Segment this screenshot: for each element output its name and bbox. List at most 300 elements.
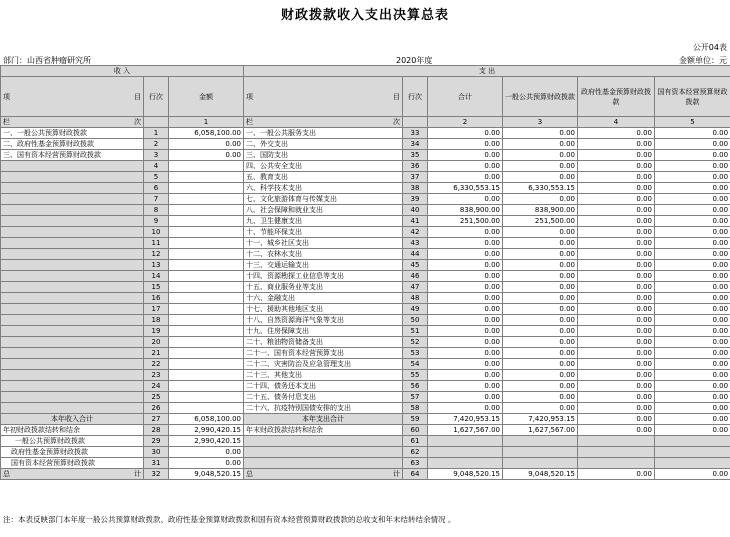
- gov-fund-cell: 0.00: [578, 370, 655, 381]
- general-public-cell: 0.00: [503, 304, 578, 315]
- income-item-header: [1, 77, 144, 117]
- blank-cell: [244, 447, 403, 458]
- expense-total-gp-cell: 7,420,953.15: [503, 414, 578, 425]
- expense-item-cell: 九、卫生健康支出: [244, 216, 403, 227]
- col-label-right: 次: [134, 117, 141, 126]
- income-row-no-cell: 14: [144, 271, 169, 282]
- footnote: 注：本表反映部门本年度一般公共预算财政拨款、政府性基金预算财政拨款和国有资本经营预算财政拨款的总收支和年末结转结余情况 。: [3, 515, 456, 524]
- income-row-no-cell: 15: [144, 282, 169, 293]
- unit-label: 金额单位：元: [679, 56, 727, 65]
- table-row: [1, 161, 730, 172]
- general-public-cell: 0.00: [503, 392, 578, 403]
- expense-row-no-cell: 35: [403, 150, 428, 161]
- general-public-cell: 0.00: [503, 194, 578, 205]
- table-row: [1, 282, 730, 293]
- income-row-no-cell: 16: [144, 293, 169, 304]
- expense-row-no-cell: 37: [403, 172, 428, 183]
- expense-row-no-cell: 56: [403, 381, 428, 392]
- gov-fund-cell: 0.00: [578, 315, 655, 326]
- gov-fund-cell: 0.00: [578, 304, 655, 315]
- gov-fund-cell: 0.00: [578, 205, 655, 216]
- table-row: [1, 381, 730, 392]
- income-row-no-cell: 23: [144, 370, 169, 381]
- state-capital-cell: 0.00: [655, 249, 730, 260]
- income-amount-cell: [169, 403, 244, 414]
- expense-item-cell: 一、一般公共服务支出: [244, 128, 403, 139]
- state-capital-cell: 0.00: [655, 271, 730, 282]
- report-meta: [0, 55, 730, 65]
- column-number-row: [1, 117, 730, 128]
- gov-fund-cell: 0.00: [578, 293, 655, 304]
- gov-fund-cell: 0.00: [578, 139, 655, 150]
- income-amount-cell: [169, 282, 244, 293]
- grand-total-label-right: 计: [134, 469, 141, 478]
- income-item-cell: [1, 249, 144, 260]
- state-capital-header: 国有资本经营预算财政拨款: [655, 77, 730, 117]
- table-row: [1, 194, 730, 205]
- expense-item-cell: 八、社会保障和就业支出: [244, 205, 403, 216]
- general-public-cell: 251,500.00: [503, 216, 578, 227]
- expense-item-cell: 十七、援助其他地区支出: [244, 304, 403, 315]
- table-row: [1, 315, 730, 326]
- income-row-no-cell: 7: [144, 194, 169, 205]
- grand-total-label-left: 总: [3, 469, 10, 478]
- table-row: [1, 337, 730, 348]
- income-amount-cell: [169, 238, 244, 249]
- gov-fund-cell: 0.00: [578, 392, 655, 403]
- expense-row-no-cell: 44: [403, 249, 428, 260]
- grand-total-income-row-no: 32: [144, 469, 169, 480]
- grand-total-gp-cell: 9,048,520.15: [503, 469, 578, 480]
- carry-out-total-cell: 1,627,567.00: [428, 425, 503, 436]
- gov-fund-cell: 0.00: [578, 150, 655, 161]
- income-item-cell: [1, 271, 144, 282]
- state-capital-cell: 0.00: [655, 161, 730, 172]
- state-capital-cell: 0.00: [655, 194, 730, 205]
- expense-total-sc-cell: 0.00: [655, 414, 730, 425]
- item-header-right: 目: [393, 92, 400, 101]
- income-row-no-cell: 26: [144, 403, 169, 414]
- report-table-body: [1, 66, 730, 480]
- state-capital-cell: 0.00: [655, 381, 730, 392]
- income-amount-cell: 0.00: [169, 139, 244, 150]
- gov-fund-header: 政府性基金预算财政拨款: [578, 77, 655, 117]
- carry-out-gf-cell: 0.00: [578, 425, 655, 436]
- total-cell: 0.00: [428, 194, 503, 205]
- expense-item-cell: 十三、交通运输支出: [244, 260, 403, 271]
- income-row-no-cell: 19: [144, 326, 169, 337]
- blank-cell: [503, 458, 578, 469]
- expense-item-cell: 十六、金融支出: [244, 293, 403, 304]
- blank-cell: [428, 458, 503, 469]
- summary-row: [1, 469, 730, 480]
- expense-row-no-cell: 58: [403, 403, 428, 414]
- expense-item-cell: 二十六、抗疫特别国债安排的支出: [244, 403, 403, 414]
- summary-row: [1, 414, 730, 425]
- total-cell: 838,900.00: [428, 205, 503, 216]
- income-item-cell: [1, 293, 144, 304]
- income-row-no-cell: 21: [144, 348, 169, 359]
- income-item-cell: [1, 315, 144, 326]
- general-public-cell: 0.00: [503, 139, 578, 150]
- general-public-cell: 6,330,553.15: [503, 183, 578, 194]
- table-row: [1, 260, 730, 271]
- expense-row-no-cell: 42: [403, 227, 428, 238]
- income-row-no-cell: 20: [144, 337, 169, 348]
- income-group-header: 收 入: [1, 66, 244, 77]
- income-amount-cell: [169, 370, 244, 381]
- gov-fund-cell: 0.00: [578, 128, 655, 139]
- expense-item-cell: 十四、资源勘探工业信息等支出: [244, 271, 403, 282]
- income-total-row-no: 27: [144, 414, 169, 425]
- total-cell: 6,330,553.15: [428, 183, 503, 194]
- income-item-cell: [1, 348, 144, 359]
- income-amount-cell: [169, 161, 244, 172]
- state-capital-cell: 0.00: [655, 337, 730, 348]
- department-label: 部门：山西省肿瘤研究所: [3, 56, 91, 65]
- income-row-no-cell: 5: [144, 172, 169, 183]
- state-capital-cell: 0.00: [655, 348, 730, 359]
- income-row-no-cell: 18: [144, 315, 169, 326]
- income-item-cell: [1, 227, 144, 238]
- income-total-label: 本年收入合计: [1, 414, 144, 425]
- income-item-cell: [1, 359, 144, 370]
- income-item-cell: 一、一般公共预算财政拨款: [1, 128, 144, 139]
- gov-fund-cell: 0.00: [578, 348, 655, 359]
- grand-total-label-left: 总: [246, 469, 253, 478]
- blank-cell: [244, 458, 403, 469]
- income-item-cell: [1, 194, 144, 205]
- blank-cell: [428, 447, 503, 458]
- total-header: 合计: [428, 77, 503, 117]
- general-public-cell: 0.00: [503, 238, 578, 249]
- expense-row-no-cell: 46: [403, 271, 428, 282]
- expense-row-no-cell: 50: [403, 315, 428, 326]
- income-amount-cell: [169, 392, 244, 403]
- table-row: [1, 271, 730, 282]
- income-row-no-cell: 9: [144, 216, 169, 227]
- blank-cell: [578, 458, 655, 469]
- table-row: [1, 227, 730, 238]
- income-amount-cell: [169, 315, 244, 326]
- general-public-cell: 0.00: [503, 172, 578, 183]
- expense-row-no-cell: 47: [403, 282, 428, 293]
- report-title: 财政拨款收入支出决算总表: [280, 8, 449, 23]
- expense-item-cell: 七、文化旅游体育与传媒支出: [244, 194, 403, 205]
- state-capital-cell: 0.00: [655, 238, 730, 249]
- general-public-cell: 0.00: [503, 293, 578, 304]
- table-row: [1, 359, 730, 370]
- income-item-cell: [1, 260, 144, 271]
- table-row: [1, 238, 730, 249]
- expense-item-cell: 二十五、债务付息支出: [244, 392, 403, 403]
- form-code: 公开04表: [692, 43, 727, 52]
- grand-total-cell: 9,048,520.15: [428, 469, 503, 480]
- col-number-2: 2: [428, 117, 503, 128]
- table-row: [1, 403, 730, 414]
- gov-fund-cell: 0.00: [578, 172, 655, 183]
- general-public-cell: 0.00: [503, 326, 578, 337]
- expense-row-no-cell: 33: [403, 128, 428, 139]
- grand-total-gf-cell: 0.00: [578, 469, 655, 480]
- item-header-right: 目: [134, 92, 141, 101]
- expense-row-no-cell: 51: [403, 326, 428, 337]
- col-label-right: 次: [393, 117, 400, 126]
- total-cell: 0.00: [428, 238, 503, 249]
- header-title-row: [1, 77, 730, 117]
- gov-fund-cell: 0.00: [578, 227, 655, 238]
- gov-fund-cell: 0.00: [578, 216, 655, 227]
- general-public-cell: 0.00: [503, 161, 578, 172]
- blank-cell: [428, 436, 503, 447]
- income-row-no-cell: 2: [144, 139, 169, 150]
- expense-row-no-cell: 54: [403, 359, 428, 370]
- state-capital-cell: 0.00: [655, 139, 730, 150]
- grand-total-income-amount: 9,048,520.15: [169, 469, 244, 480]
- gov-fund-cell: 0.00: [578, 183, 655, 194]
- expense-item-cell: 四、公共安全支出: [244, 161, 403, 172]
- state-capital-cell: 0.00: [655, 282, 730, 293]
- gov-fund-cell: 0.00: [578, 194, 655, 205]
- gov-fund-carry-label: 政府性基金预算财政拨款: [1, 447, 144, 458]
- income-amount-cell: [169, 381, 244, 392]
- table-row: [1, 150, 730, 161]
- income-amount-header: 金额: [169, 77, 244, 117]
- grand-total-expense-row-no: 64: [403, 469, 428, 480]
- income-item-cell: [1, 183, 144, 194]
- income-amount-cell: [169, 293, 244, 304]
- income-item-cell: 二、政府性基金预算财政拨款: [1, 139, 144, 150]
- income-row-no-header: 行次: [144, 77, 169, 117]
- total-cell: 0.00: [428, 161, 503, 172]
- income-amount-cell: [169, 337, 244, 348]
- income-amount-cell: [169, 249, 244, 260]
- gov-fund-cell: 0.00: [578, 271, 655, 282]
- gov-fund-cell: 0.00: [578, 161, 655, 172]
- col-label-left: 栏: [246, 117, 253, 126]
- general-public-cell: 0.00: [503, 282, 578, 293]
- general-public-cell: 0.00: [503, 315, 578, 326]
- table-row: [1, 249, 730, 260]
- gov-fund-cell: 0.00: [578, 282, 655, 293]
- income-amount-cell: [169, 304, 244, 315]
- state-capital-cell: 0.00: [655, 293, 730, 304]
- income-row-no-cell: 25: [144, 392, 169, 403]
- expense-row-no-cell: 55: [403, 370, 428, 381]
- table-row: [1, 304, 730, 315]
- state-capital-cell: 0.00: [655, 315, 730, 326]
- income-row-no-cell: 11: [144, 238, 169, 249]
- total-cell: 0.00: [428, 282, 503, 293]
- carry-in-label: 年初财政拨款结转和结余: [1, 425, 144, 436]
- income-item-cell: [1, 392, 144, 403]
- general-public-header: 一般公共预算财政拨款: [503, 77, 578, 117]
- income-row-no-cell: 22: [144, 359, 169, 370]
- general-public-cell: 0.00: [503, 150, 578, 161]
- income-amount-cell: 0.00: [169, 150, 244, 161]
- gov-fund-carry-amount: 0.00: [169, 447, 244, 458]
- income-item-cell: [1, 337, 144, 348]
- expense-item-header: [244, 77, 403, 117]
- general-public-cell: 0.00: [503, 128, 578, 139]
- state-capital-cell: 0.00: [655, 304, 730, 315]
- total-cell: 0.00: [428, 315, 503, 326]
- state-capital-cell: 0.00: [655, 183, 730, 194]
- item-header-left: 项: [246, 92, 253, 101]
- expense-row-no-cell: 53: [403, 348, 428, 359]
- table-row: [1, 293, 730, 304]
- table-row: [1, 128, 730, 139]
- expense-row-no-cell: 34: [403, 139, 428, 150]
- income-amount-cell: [169, 194, 244, 205]
- total-cell: 0.00: [428, 381, 503, 392]
- total-cell: 0.00: [428, 403, 503, 414]
- table-row: [1, 172, 730, 183]
- table-row: [1, 348, 730, 359]
- carry-out-label: 年末财政拨款结转和结余: [244, 425, 403, 436]
- state-capital-cell: 0.00: [655, 150, 730, 161]
- income-amount-cell: [169, 172, 244, 183]
- summary-row: [1, 458, 730, 469]
- expense-item-cell: 十二、农林水支出: [244, 249, 403, 260]
- col-label-income: [1, 117, 144, 128]
- gov-fund-cell: 0.00: [578, 381, 655, 392]
- total-cell: 0.00: [428, 337, 503, 348]
- income-row-no-cell: 8: [144, 205, 169, 216]
- expense-row-no-cell: 40: [403, 205, 428, 216]
- general-public-cell: 0.00: [503, 271, 578, 282]
- col-label-blank: [144, 117, 169, 128]
- income-row-no-cell: 17: [144, 304, 169, 315]
- blank-cell: [244, 436, 403, 447]
- income-item-cell: [1, 403, 144, 414]
- income-item-cell: [1, 172, 144, 183]
- state-capital-cell: 0.00: [655, 227, 730, 238]
- income-item-cell: [1, 238, 144, 249]
- expense-row-no-header: 行次: [403, 77, 428, 117]
- blank-cell: [655, 436, 730, 447]
- col-number-3: 3: [503, 117, 578, 128]
- expense-item-cell: 二十一、国有资本经营预算支出: [244, 348, 403, 359]
- total-cell: 0.00: [428, 304, 503, 315]
- table-row: [1, 139, 730, 150]
- general-public-cell: 0.00: [503, 403, 578, 414]
- total-cell: 0.00: [428, 150, 503, 161]
- total-cell: 0.00: [428, 348, 503, 359]
- state-capital-cell: 0.00: [655, 260, 730, 271]
- income-item-cell: 三、国有资本经营预算财政拨款: [1, 150, 144, 161]
- col-number-5: 5: [655, 117, 730, 128]
- total-cell: 0.00: [428, 227, 503, 238]
- gov-fund-cell: 0.00: [578, 238, 655, 249]
- expense-total-row-no: 59: [403, 414, 428, 425]
- state-capital-cell: 0.00: [655, 172, 730, 183]
- state-capital-cell: 0.00: [655, 205, 730, 216]
- table-row: [1, 326, 730, 337]
- expense-item-cell: 二十二、灾害防治及应急管理支出: [244, 359, 403, 370]
- expense-item-cell: 二十、粮油物资储备支出: [244, 337, 403, 348]
- income-row-no-cell: 13: [144, 260, 169, 271]
- gov-fund-cell: 0.00: [578, 359, 655, 370]
- gov-fund-cell: 0.00: [578, 326, 655, 337]
- expense-row-no-cell: 39: [403, 194, 428, 205]
- income-amount-cell: [169, 227, 244, 238]
- general-public-cell: 0.00: [503, 260, 578, 271]
- carry-in-row-no: 28: [144, 425, 169, 436]
- col-label-expense: [244, 117, 403, 128]
- expense-item-cell: 二、外交支出: [244, 139, 403, 150]
- carry-in-amount: 2,990,420.15: [169, 425, 244, 436]
- expense-row-no-cell: 57: [403, 392, 428, 403]
- total-cell: 0.00: [428, 249, 503, 260]
- gov-fund-cell: 0.00: [578, 403, 655, 414]
- general-public-cell: 0.00: [503, 381, 578, 392]
- income-amount-cell: [169, 216, 244, 227]
- state-capital-carry-row-no: 31: [144, 458, 169, 469]
- total-cell: 0.00: [428, 359, 503, 370]
- total-cell: 0.00: [428, 392, 503, 403]
- expense-total-label: 本年支出合计: [244, 414, 403, 425]
- income-row-no-cell: 24: [144, 381, 169, 392]
- income-amount-cell: [169, 271, 244, 282]
- income-item-cell: [1, 161, 144, 172]
- general-public-cell: 0.00: [503, 249, 578, 260]
- gov-fund-carry-row-no: 30: [144, 447, 169, 458]
- table-row: [1, 392, 730, 403]
- total-cell: 251,500.00: [428, 216, 503, 227]
- grand-total-income-label: [1, 469, 144, 480]
- carry-out-sc-cell: 0.00: [655, 425, 730, 436]
- state-capital-carry-label: 国有资本经营预算财政拨款: [1, 458, 144, 469]
- summary-row: [1, 425, 730, 436]
- expense-row-no-cell: 52: [403, 337, 428, 348]
- income-amount-cell: [169, 183, 244, 194]
- grand-total-sc-cell: 0.00: [655, 469, 730, 480]
- state-capital-cell: 0.00: [655, 370, 730, 381]
- item-header-left: 项: [3, 92, 10, 101]
- general-public-cell: 0.00: [503, 359, 578, 370]
- expense-row-no-cell: 36: [403, 161, 428, 172]
- total-cell: 0.00: [428, 260, 503, 271]
- summary-row: [1, 436, 730, 447]
- header-group-row: [1, 66, 730, 77]
- income-item-cell: [1, 205, 144, 216]
- blank-cell: [578, 436, 655, 447]
- income-item-cell: [1, 370, 144, 381]
- state-capital-cell: 0.00: [655, 392, 730, 403]
- state-capital-carry-amount: 0.00: [169, 458, 244, 469]
- income-amount-cell: [169, 260, 244, 271]
- blank-cell: [503, 447, 578, 458]
- gov-fund-cell: 0.00: [578, 249, 655, 260]
- expense-item-cell: 三、国防支出: [244, 150, 403, 161]
- expense-item-cell: 十一、城乡社区支出: [244, 238, 403, 249]
- income-item-cell: [1, 326, 144, 337]
- state-capital-carry-expense-row-no: 63: [403, 458, 428, 469]
- income-amount-cell: [169, 359, 244, 370]
- total-cell: 0.00: [428, 172, 503, 183]
- blank-cell: [578, 447, 655, 458]
- state-capital-cell: 0.00: [655, 128, 730, 139]
- table-row: [1, 183, 730, 194]
- expense-row-no-cell: 41: [403, 216, 428, 227]
- expense-total-cell: 7,420,953.15: [428, 414, 503, 425]
- general-public-cell: 0.00: [503, 337, 578, 348]
- blank-cell: [655, 447, 730, 458]
- expense-item-cell: 十五、商业服务业等支出: [244, 282, 403, 293]
- expense-item-cell: 十九、住房保障支出: [244, 326, 403, 337]
- total-cell: 0.00: [428, 271, 503, 282]
